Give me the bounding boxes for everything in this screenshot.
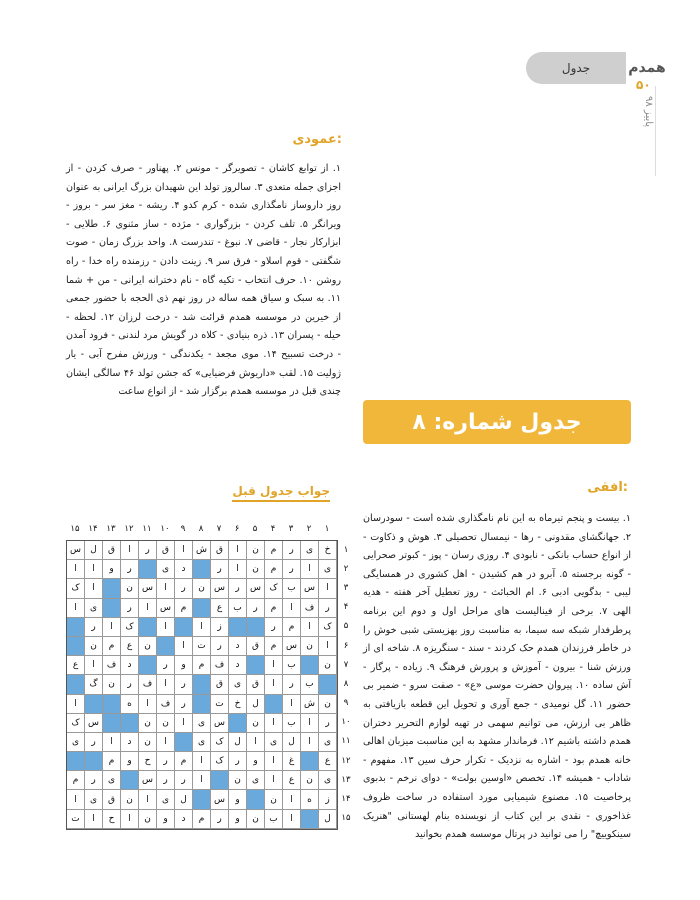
grid-letter-cell: م	[265, 541, 283, 560]
grid-letter-cell: ن	[121, 790, 139, 809]
grid-letter-cell: د	[121, 656, 139, 675]
column-number: ۱۱	[142, 524, 152, 534]
grid-block-cell	[121, 771, 139, 790]
column-number: ۱۰	[160, 524, 170, 534]
grid-block-cell	[229, 714, 247, 733]
puzzle-number-banner: جدول شماره: ۸	[363, 400, 631, 444]
grid-letter-cell: ع	[67, 656, 85, 675]
grid-letter-cell: ا	[229, 541, 247, 560]
grid-letter-cell: ر	[85, 771, 103, 790]
grid-letter-cell: س	[85, 714, 103, 733]
sidebar-divider	[655, 86, 656, 176]
grid-letter-cell: د	[175, 810, 193, 829]
grid-letter-cell: ی	[85, 599, 103, 618]
grid-letter-cell: م	[175, 752, 193, 771]
grid-letter-cell: ا	[193, 771, 211, 790]
grid-letter-cell: ر	[85, 618, 103, 637]
grid-letter-cell: ا	[193, 618, 211, 637]
grid-block-cell	[193, 695, 211, 714]
grid-letter-cell: غ	[283, 752, 301, 771]
grid-letter-cell: د	[175, 560, 193, 579]
grid-letter-cell: ا	[67, 790, 85, 809]
grid-letter-cell: گ	[85, 675, 103, 694]
grid-letter-cell: ق	[103, 541, 121, 560]
grid-letter-cell: ی	[157, 790, 175, 809]
grid-letter-cell: ک	[67, 714, 85, 733]
grid-block-cell	[301, 810, 319, 829]
grid-letter-cell: د	[121, 733, 139, 752]
row-number: ۲	[343, 563, 349, 574]
grid-letter-cell: ن	[121, 579, 139, 598]
grid-letter-cell: م	[265, 637, 283, 656]
previous-answer-title: جواب جدول قبل	[232, 484, 330, 502]
grid-block-cell	[319, 675, 337, 694]
grid-letter-cell: ر	[229, 752, 247, 771]
grid-letter-cell: ر	[211, 560, 229, 579]
grid-letter-cell: ی	[157, 560, 175, 579]
row-number: ۶	[343, 640, 349, 651]
grid-block-cell	[193, 790, 211, 809]
grid-letter-cell: ر	[283, 675, 301, 694]
grid-letter-cell: م	[103, 752, 121, 771]
grid-block-cell	[211, 771, 229, 790]
grid-letter-cell: ا	[139, 790, 157, 809]
grid-letter-cell: خ	[319, 541, 337, 560]
grid-letter-cell: ب	[301, 675, 319, 694]
grid-letter-cell: ا	[121, 541, 139, 560]
grid-letter-cell: ب	[283, 714, 301, 733]
grid-letter-cell: ب	[265, 810, 283, 829]
grid-block-cell	[103, 579, 121, 598]
grid-letter-cell: ن	[157, 714, 175, 733]
grid-letter-cell: ف	[103, 656, 121, 675]
grid-letter-cell: ا	[139, 599, 157, 618]
grid-letter-cell: س	[139, 771, 157, 790]
row-number: ۳	[343, 582, 349, 593]
section-tab	[526, 52, 626, 84]
grid-block-cell	[175, 733, 193, 752]
grid-block-cell	[247, 656, 265, 675]
column-number: ۱۲	[124, 524, 134, 534]
grid-letter-cell: س	[211, 714, 229, 733]
grid-letter-cell: ر	[121, 675, 139, 694]
row-number: ۱۵	[341, 813, 351, 824]
grid-letter-cell: ن	[139, 733, 157, 752]
grid-letter-cell: ت	[193, 637, 211, 656]
grid-letter-cell: ن	[247, 810, 265, 829]
row-number: ۸	[343, 678, 349, 689]
grid-letter-cell: ا	[301, 733, 319, 752]
grid-letter-cell: ی	[67, 733, 85, 752]
grid-letter-cell: م	[103, 637, 121, 656]
grid-letter-cell: ن	[301, 771, 319, 790]
grid-letter-cell: ن	[319, 656, 337, 675]
grid-letter-cell: ن	[139, 637, 157, 656]
grid-block-cell	[67, 752, 85, 771]
grid-letter-cell: و	[229, 810, 247, 829]
grid-letter-cell: ی	[319, 560, 337, 579]
page-number: ۵۰	[636, 78, 651, 92]
grid-letter-cell: ت	[67, 810, 85, 829]
grid-letter-cell: ی	[85, 790, 103, 809]
grid-letter-cell: ا	[85, 810, 103, 829]
grid-letter-cell: ب	[229, 599, 247, 618]
grid-block-cell	[193, 560, 211, 579]
row-number: ۵	[343, 621, 349, 632]
grid-letter-cell: ا	[265, 752, 283, 771]
grid-block-cell	[229, 618, 247, 637]
grid-letter-cell: م	[193, 656, 211, 675]
grid-letter-cell: ا	[175, 541, 193, 560]
column-number: ۷	[216, 524, 222, 534]
grid-letter-cell: ا	[67, 560, 85, 579]
grid-letter-cell: ق	[211, 675, 229, 694]
grid-letter-cell: ی	[319, 771, 337, 790]
grid-letter-cell: ا	[103, 733, 121, 752]
grid-letter-cell: م	[175, 599, 193, 618]
row-numbers	[338, 540, 354, 828]
grid-letter-cell: ن	[103, 675, 121, 694]
grid-letter-cell: س	[139, 579, 157, 598]
grid-letter-cell: ر	[121, 599, 139, 618]
grid-letter-cell: ع	[211, 599, 229, 618]
grid-letter-cell: ن	[193, 579, 211, 598]
brand-logo: همدم	[628, 60, 666, 76]
grid-letter-cell: ف	[157, 695, 175, 714]
column-number: ۴	[270, 524, 276, 534]
grid-letter-cell: ف	[139, 675, 157, 694]
row-number: ۹	[343, 698, 349, 709]
grid-letter-cell: ا	[301, 714, 319, 733]
grid-letter-cell: س	[211, 790, 229, 809]
grid-letter-cell: ا	[265, 771, 283, 790]
row-number: ۱۱	[341, 736, 351, 747]
grid-letter-cell: ک	[67, 579, 85, 598]
grid-letter-cell: د	[229, 637, 247, 656]
grid-letter-cell: ف	[211, 656, 229, 675]
grid-letter-cell: ر	[211, 637, 229, 656]
column-number: ۶	[234, 524, 240, 534]
grid-letter-cell: ی	[301, 541, 319, 560]
grid-letter-cell: ر	[319, 714, 337, 733]
grid-letter-cell: و	[121, 752, 139, 771]
grid-letter-cell: س	[157, 599, 175, 618]
grid-block-cell	[301, 656, 319, 675]
grid-letter-cell: ر	[265, 618, 283, 637]
grid-block-cell	[121, 714, 139, 733]
grid-letter-cell: و	[229, 790, 247, 809]
grid-letter-cell: س	[67, 541, 85, 560]
grid-letter-cell: ا	[283, 810, 301, 829]
row-number: ۱۰	[341, 717, 351, 728]
grid-letter-cell: ق	[247, 675, 265, 694]
grid-letter-cell: ر	[229, 579, 247, 598]
horizontal-title: افقی:	[587, 480, 628, 495]
column-number: ۱	[324, 524, 330, 534]
grid-letter-cell: ز	[211, 618, 229, 637]
grid-block-cell	[103, 599, 121, 618]
grid-letter-cell: ا	[229, 560, 247, 579]
grid-letter-cell: ا	[67, 695, 85, 714]
grid-letter-cell: م	[193, 810, 211, 829]
grid-letter-cell: ع	[121, 637, 139, 656]
horizontal-heading	[548, 480, 628, 495]
grid-letter-cell: ک	[211, 752, 229, 771]
grid-block-cell	[247, 618, 265, 637]
grid-letter-cell: ر	[175, 695, 193, 714]
grid-letter-cell: ر	[283, 541, 301, 560]
grid-block-cell	[193, 599, 211, 618]
grid-letter-cell: ر	[175, 675, 193, 694]
grid-block-cell	[85, 695, 103, 714]
grid-block-cell	[157, 637, 175, 656]
row-number: ۱	[343, 544, 349, 555]
column-number: ۱۵	[70, 524, 80, 534]
grid-letter-cell: ا	[301, 618, 319, 637]
grid-letter-cell: ل	[175, 790, 193, 809]
row-number: ۱۳	[341, 774, 351, 785]
grid-block-cell	[139, 618, 157, 637]
section-tab-label: جدول	[561, 61, 591, 75]
grid-letter-cell: ح	[139, 752, 157, 771]
grid-letter-cell: م	[265, 599, 283, 618]
grid-letter-cell: ر	[157, 656, 175, 675]
grid-letter-cell: م	[67, 771, 85, 790]
row-number: ۱۴	[341, 794, 351, 805]
grid-letter-cell: ا	[193, 752, 211, 771]
grid-letter-cell: س	[211, 579, 229, 598]
grid-letter-cell: ق	[103, 790, 121, 809]
grid-letter-cell: ا	[301, 560, 319, 579]
grid-block-cell	[265, 695, 283, 714]
grid-letter-cell: ن	[319, 695, 337, 714]
grid-letter-cell: ا	[265, 656, 283, 675]
grid-letter-cell: ا	[157, 733, 175, 752]
grid-letter-cell: ر	[121, 560, 139, 579]
grid-letter-cell: ک	[211, 733, 229, 752]
grid-letter-cell: ت	[211, 695, 229, 714]
grid-letter-cell: ا	[319, 637, 337, 656]
vertical-clues: ۱. از توابع کاشان - تصویرگر - مونس ۲. پهناور - صرف کردن - از اجزای جمله متعدی ۳. سالروز تولد این شهیدان بزرگ ایرانی به عنوان روز داروساز نامگذاری شده - کرم کدو ۴. ریشه - مغز سر - بروز - ویرانگر ۵. تلف کردن - بزرگواری - مژده - ساز مثنوی ۶. طلایی - ابزارکار نجار - قاضی ۷. نبوغ - تندرست ۸. واحد بزرگ زمان - صوت شگفتی - قوم اسلاو - فرق سر ۹. زینت دادن - رزمنده راه خدا - راه روشن ۱۰. حرف انتخاب - تکیه گاه - نام دخترانه ایرانی - من + شما ۱۱. به سبک و سیاق همه ساله در روز نهم ذی الحجه با حضور جمعی از خیرین در موسسه همدم قرائت شد - درخت لرزان ۱۲. لحظه - حیله - پسران ۱۳. ذره بنیادی - کلاه در گویش مرد لندنی - فرود آمدن - درخت تسبیح ۱۴. موی مجعد - یکدندگی - ورزش مفرح آبی - یار ژولیت ۱۵. لقب «داریوش فرضیایی» که جشن تولد ۴۶ سالگی ایشان چندی قبل در موسسه همدم برگزار شد - از انواع ساعت	[66, 163, 342, 398]
grid-letter-cell: ا	[283, 599, 301, 618]
grid-letter-cell: ن	[247, 714, 265, 733]
grid-letter-cell: ر	[211, 810, 229, 829]
grid-letter-cell: ر	[247, 599, 265, 618]
grid-letter-cell: ر	[157, 752, 175, 771]
grid-letter-cell: ی	[103, 771, 121, 790]
grid-letter-cell: ش	[193, 541, 211, 560]
grid-block-cell	[67, 637, 85, 656]
grid-letter-cell: ر	[319, 599, 337, 618]
grid-letter-cell: ل	[283, 733, 301, 752]
grid-letter-cell: ن	[265, 790, 283, 809]
grid-letter-cell: ا	[175, 637, 193, 656]
grid-letter-cell: د	[229, 656, 247, 675]
grid-letter-cell: و	[247, 752, 265, 771]
grid-letter-cell: ر	[175, 579, 193, 598]
grid-letter-cell: ی	[229, 675, 247, 694]
column-number: ۵	[252, 524, 258, 534]
grid-block-cell	[247, 790, 265, 809]
grid-letter-cell: ا	[103, 618, 121, 637]
column-number: ۲	[306, 524, 312, 534]
grid-letter-cell: ن	[229, 771, 247, 790]
grid-letter-cell: ا	[157, 618, 175, 637]
row-number: ۷	[343, 659, 349, 670]
grid-letter-cell: ز	[319, 790, 337, 809]
grid-letter-cell: ن	[139, 714, 157, 733]
grid-letter-cell: ر	[175, 771, 193, 790]
vertical-title: عمودی:	[292, 132, 342, 147]
grid-letter-cell: ا	[247, 733, 265, 752]
grid-letter-cell: ق	[211, 541, 229, 560]
grid-letter-cell: ا	[67, 599, 85, 618]
grid-letter-cell: ل	[319, 810, 337, 829]
grid-letter-cell: ن	[247, 560, 265, 579]
grid-letter-cell: ن	[301, 637, 319, 656]
grid-letter-cell: ا	[157, 675, 175, 694]
grid-letter-cell: ا	[157, 579, 175, 598]
grid-letter-cell: و	[103, 560, 121, 579]
grid-letter-cell: ی	[247, 771, 265, 790]
grid-letter-cell: ا	[175, 714, 193, 733]
grid-block-cell	[67, 675, 85, 694]
grid-letter-cell: ا	[319, 579, 337, 598]
grid-letter-cell: ه	[121, 695, 139, 714]
grid-letter-cell: ا	[283, 790, 301, 809]
grid-block-cell	[103, 714, 121, 733]
grid-letter-cell: ن	[139, 810, 157, 829]
grid-letter-cell: ر	[85, 733, 103, 752]
grid-letter-cell: ع	[319, 752, 337, 771]
grid-letter-cell: ن	[85, 637, 103, 656]
grid-letter-cell: ا	[85, 560, 103, 579]
row-number: ۱۲	[341, 755, 351, 766]
grid-letter-cell: ل	[85, 541, 103, 560]
column-numbers	[66, 524, 338, 534]
grid-block-cell	[175, 618, 193, 637]
grid-letter-cell: ح	[103, 810, 121, 829]
grid-letter-cell: ک	[319, 618, 337, 637]
grid-letter-cell: ب	[283, 579, 301, 598]
grid-letter-cell: س	[301, 579, 319, 598]
grid-block-cell	[85, 752, 103, 771]
grid-letter-cell: ی	[193, 714, 211, 733]
grid-letter-cell: و	[157, 810, 175, 829]
grid-letter-cell: ا	[265, 675, 283, 694]
grid-letter-cell: و	[175, 656, 193, 675]
grid-letter-cell: ا	[85, 579, 103, 598]
grid-letter-cell: ق	[247, 637, 265, 656]
grid-letter-cell: ا	[265, 714, 283, 733]
grid-letter-cell: س	[247, 579, 265, 598]
grid-letter-cell: ل	[229, 733, 247, 752]
grid-block-cell	[301, 752, 319, 771]
grid-letter-cell: ن	[247, 541, 265, 560]
grid-letter-cell: ه	[301, 790, 319, 809]
grid-letter-cell: ل	[247, 695, 265, 714]
grid-block-cell	[139, 560, 157, 579]
grid-letter-cell: س	[283, 637, 301, 656]
grid-letter-cell: ر	[139, 541, 157, 560]
grid-letter-cell: ف	[301, 599, 319, 618]
grid-letter-cell: ا	[121, 810, 139, 829]
horizontal-clues: ۱. بیست و پنجم تیرماه به این نام نامگذاری شده است - سودرسان ۲. جهانگشای مقدونی - رها - نیمسال تحصیلی ۳. هوش و ذکاوت - از انواع حساب بانکی - نابودی ۴. روزی رسان - پوز - کبوتر صحرایی - گونه برجسته ۵. آبرو در هم کشیدن - اهل کشوری در همسایگی لیبی - بدگویی ادبی ۶. ام الخبائث - روز تعطیل آخر هفته - هدیه الهی ۷. برخی از فینالیست های مراحل اول و دوم این برنامه پرطرفدار شبکه سه سیما، به مناسبت روز بهزیستی شبی خوش را در خاطر فرزندان همدم حک کردند - سند - سنگریزه ۸. شاخه ای از ورزش شنا - بیرون - آموزش و پرورش فرهنگ ۹. زیاده - پرگار - آش ساده ۱۰. پیروان حضرت موسی «ع» - صفت سرو - ضمیر بی حضور ۱۱. گل نومیدی - جمع آوری و تحویل این قطعه بازیافتی به ظاهر بی ارزش، می توانیم سهمی در تهیه لوازم التحریر دختران همدم داشته باشیم ۱۲. فرماندار مشهد به این مناسبت میزبان اهالی خانه همدم بود - اشاره به نزدیک - تکرار حرف سین ۱۳. مفهوم - شاداب - همیشه ۱۴. تخصص «اوسین بولت» - دوای نرخم - بدبوی پرخاصیت ۱۵. مصنوع شیمیایی مورد استفاده در ساخت ظروف غذاخوری - نقدی بر این کتاب از نویسنده بنام لهستانی "هنریک سینکوییچ" را می توانید در پرتال موسسه همدم بخوانید	[363, 513, 632, 841]
grid-letter-cell: ا	[283, 695, 301, 714]
grid-letter-cell: ی	[319, 733, 337, 752]
grid-letter-cell: ع	[283, 771, 301, 790]
column-number: ۳	[288, 524, 294, 534]
issue-label: پاییز ۹۸	[643, 96, 654, 128]
grid-letter-cell: ی	[193, 733, 211, 752]
grid-letter-cell: ک	[265, 579, 283, 598]
column-number: ۸	[198, 524, 204, 534]
grid-letter-cell: خ	[229, 695, 247, 714]
grid-letter-cell: ق	[157, 541, 175, 560]
grid-letter-cell: ر	[157, 771, 175, 790]
row-number: ۴	[343, 602, 349, 613]
grid-letter-cell: ر	[283, 560, 301, 579]
grid-letter-cell: ش	[301, 695, 319, 714]
column-number: ۱۳	[106, 524, 116, 534]
grid-letter-cell: ی	[265, 733, 283, 752]
grid-letter-cell: م	[265, 560, 283, 579]
answer-grid	[66, 540, 338, 830]
column-number: ۱۴	[88, 524, 98, 534]
grid-block-cell	[193, 675, 211, 694]
grid-letter-cell: ک	[121, 618, 139, 637]
column-number: ۹	[180, 524, 186, 534]
vertical-heading	[262, 132, 342, 147]
grid-block-cell	[103, 695, 121, 714]
grid-letter-cell: م	[283, 618, 301, 637]
grid-block-cell	[139, 656, 157, 675]
grid-letter-cell: ا	[85, 656, 103, 675]
grid-letter-cell: ب	[283, 656, 301, 675]
grid-letter-cell: ا	[139, 695, 157, 714]
grid-block-cell	[67, 618, 85, 637]
